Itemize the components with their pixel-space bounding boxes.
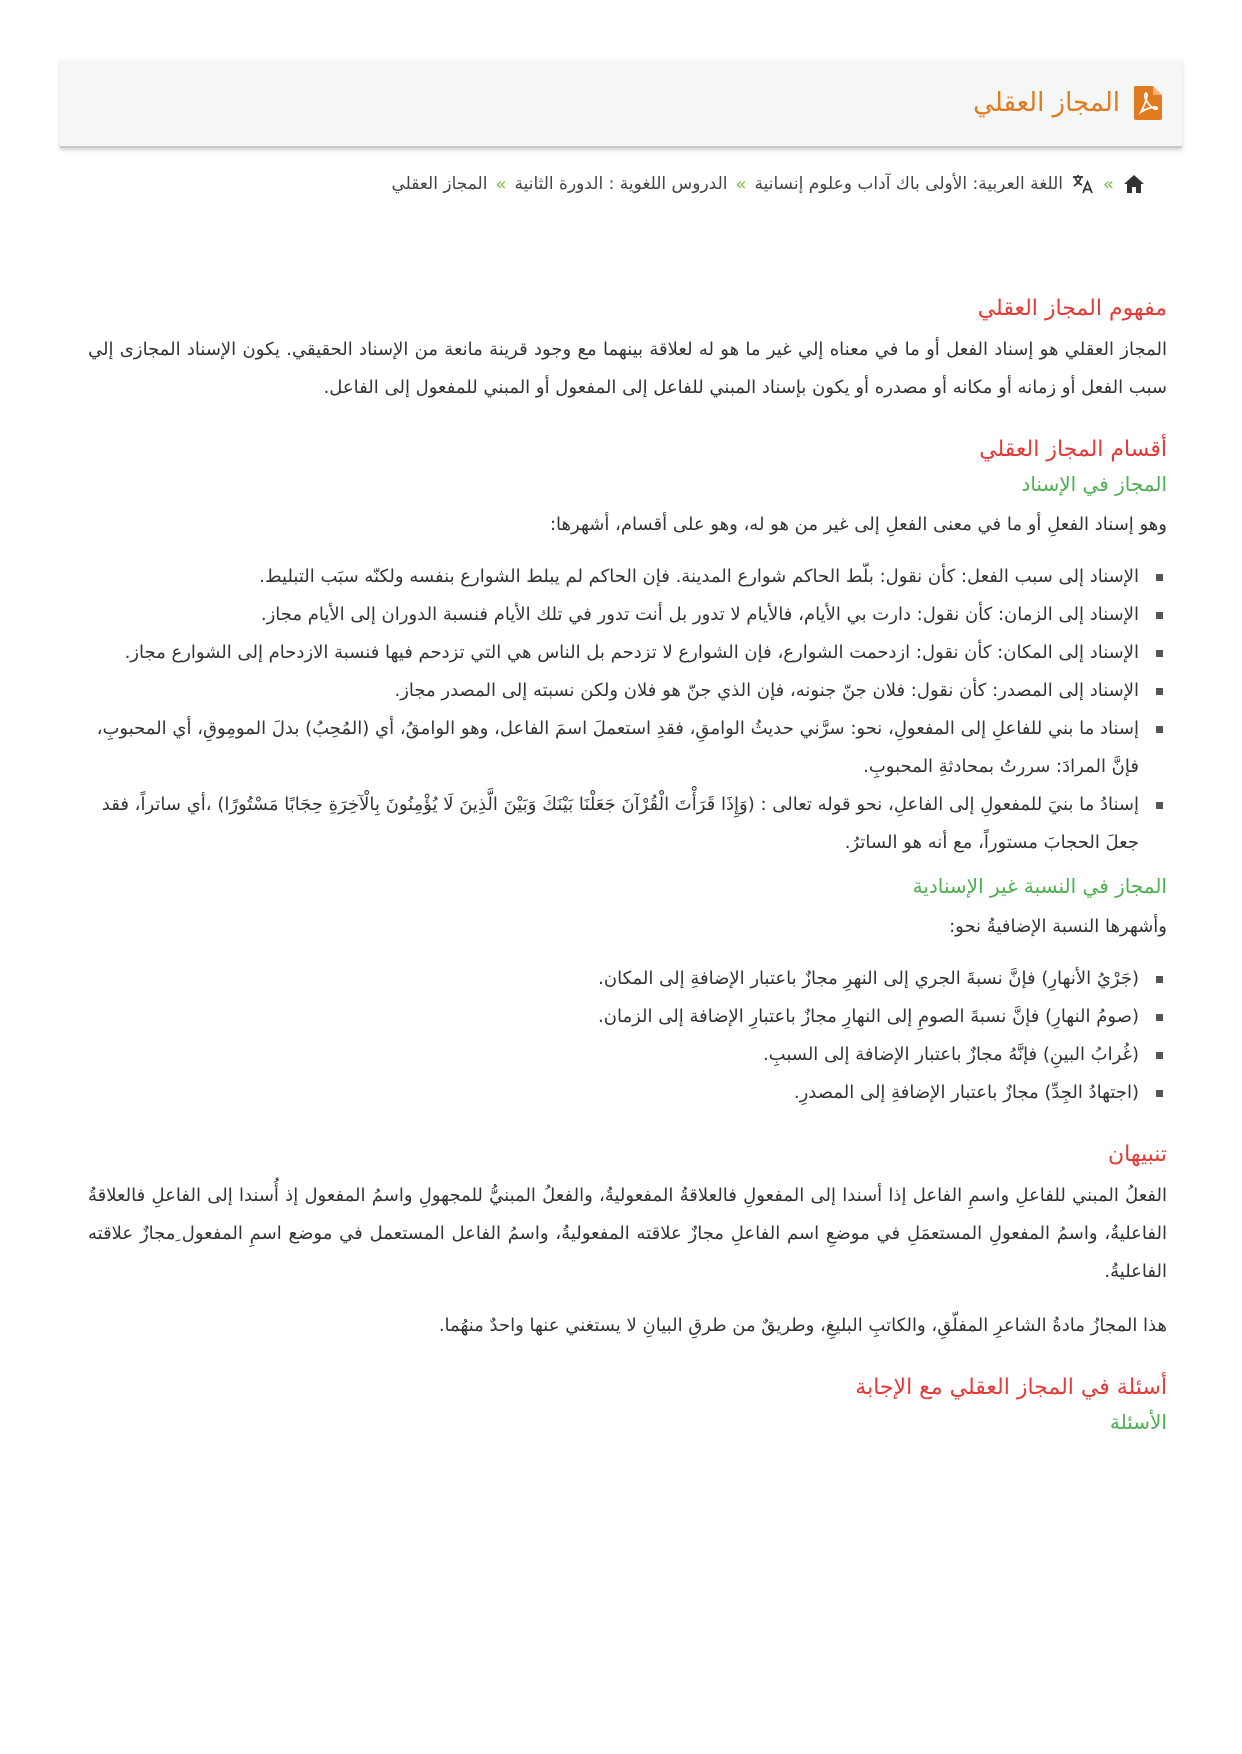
breadcrumb-link-subject[interactable]: اللغة العربية: الأولى باك آداب وعلوم إنسانية xyxy=(754,174,1063,194)
section-heading-notes: تنبيهان xyxy=(1107,1142,1167,1167)
page-title: المجاز العقلي xyxy=(973,88,1120,118)
section-heading-concept: مفهوم المجاز العقلي xyxy=(977,296,1167,321)
breadcrumb-separator: » xyxy=(735,173,747,195)
concept-paragraph: المجاز العقلي هو إسناد الفعل أو ما في معناه إلي غير ما هو له لعلاقة بينهما مع وجود قرينة مانعة من الإسناد الحقيقي. يكون الإسناد المجازى إلي سبب الفعل أو زمانه أو مكانه أو مصدره أو يكون بإسناد المبني للفاعل إلى المفعول أو المبني للمفعول إلى الفاعل. xyxy=(88,339,1167,398)
list-item: (جَرْيُ الأنهارِ) فإنَّ نسبةَ الجري إلى النهرِ مجازٌ باعتبار الإضافةِ إلى المكان. xyxy=(88,960,1139,998)
page-header xyxy=(60,60,1182,148)
subheading-attribution: المجاز في الإسناد xyxy=(1021,472,1167,496)
list-item: الإسناد إلى سبب الفعل: كأن نقول: بلّط الحاكم شوارع المدينة. فإن الحاكم لم يبلط الشوارع بنفسه ولكنّه سبَب التبليط. xyxy=(88,558,1139,596)
article-content xyxy=(88,296,1167,1444)
subheading-non-attribution: المجاز في النسبة غير الإسنادية xyxy=(912,874,1167,898)
list-item: إسناد ما بني للفاعلِ إلى المفعولِ، نحو: سرَّني حديثُ الوامقِ، فقدِ استعملَ اسمَ الفاعل، وهو الوامقُ، أي (المُحِبُ) بدلَ المومِوقِ، أي المحبوبِ، فإنَّ المرادَ: سررتُ بمحادثةِ المحبوبِ. xyxy=(88,710,1139,786)
list-item: إسنادُ ما بنيَ للمفعولِ إلى الفاعلِ، نحو قوله تعالى : (وَإِذَا قَرَأْتَ الْقُرْآنَ جَعَلْنَا بَيْنَكَ وَبَيْنَ الَّذِينَ لَا يُؤْمِنُونَ بِالْآخِرَةِ حِجَابًا مَسْتُورًا) ،أي ساتراً، فقد جعلَ الحجابَ مستوراً، مع أنه هو الساترُ. xyxy=(88,786,1139,862)
home-icon[interactable] xyxy=(1122,172,1146,196)
notes-paragraph-1: الفعلُ المبني للفاعلِ واسمِ الفاعل إذا أسندا إلى المفعولِ فالعلاقةُ المفعوليةُ، والفعلُ المبنيُّ للمجهولِ واسمُ المفعول إذ أُسندا إلى الفاعلِ فالعلاقةُ الفاعليةُ، واسمُ المفعولِ المستعمَلِ في موضعِ اسم الفاعلِ مجازٌ علاقته المفعوليةُ، واسمُ الفاعل المستعمل في موضع اسمِ المفعول ِمجازٌ علاقته الفاعليةُ. xyxy=(88,1185,1167,1282)
breadcrumb-link-lessons[interactable]: الدروس اللغوية : الدورة الثانية xyxy=(514,174,728,194)
pdf-icon[interactable] xyxy=(1134,86,1162,120)
list-item: (صومُ النهارِ) فإنَّ نسبةَ الصومِ إلى النهارِ مجازٌ باعتبارِ الإضافة إلى الزمان. xyxy=(88,998,1139,1036)
list-item: الإسناد إلى الزمان: كأن نقول: دارت بي الأيام، فالأيام لا تدور بل أنت تدور في تلك الأيام فنسبة الدوران إلى الأيام مجاز. xyxy=(88,596,1139,634)
breadcrumb xyxy=(60,168,1146,200)
translate-icon xyxy=(1071,172,1095,196)
section-heading-types: أقسام المجاز العقلي xyxy=(979,437,1167,462)
attribution-intro: وهو إسناد الفعلِ أو ما في معنى الفعلِ إلى غير من هو له، وهو على أقسام، أشهرها: xyxy=(549,514,1167,535)
attribution-list xyxy=(88,558,1167,862)
non-attribution-intro: وأشهرها النسبة الإضافيةُ نحو: xyxy=(949,916,1167,937)
subheading-questions: الأسئلة xyxy=(1109,1410,1167,1434)
notes-paragraph-2: هذا المجازُ مادةُ الشاعرِ المفلّقِ، والكاتبِ البليغِ، وطريقٌ من طرقِ البيانِ لا يستغني عنها واحدٌ منهُما. xyxy=(438,1315,1167,1336)
breadcrumb-separator: » xyxy=(495,173,507,195)
non-attribution-list xyxy=(88,960,1167,1112)
breadcrumb-current: المجاز العقلي xyxy=(391,174,488,194)
breadcrumb-separator: » xyxy=(1102,173,1114,195)
section-heading-questions: أسئلة في المجاز العقلي مع الإجابة xyxy=(855,1375,1167,1400)
list-item: الإسناد إلى المكان: كأن نقول: ازدحمت الشوارع، فإن الشوارع لا تزدحم بل الناس هي التي تزدحم فيها فنسبة الازدحام إلى الشوارع مجاز. xyxy=(88,634,1139,672)
list-item: (اجتهادُ الجِدِّ) مجازٌ باعتبار الإضافةِ إلى المصدرِ. xyxy=(88,1074,1139,1112)
list-item: (غُرابُ البينِ) فإنَّهُ مجازٌ باعتبار الإضافة إلى السببِ. xyxy=(88,1036,1139,1074)
list-item: الإسناد إلى المصدر: كأن نقول: فلان جنّ جنونه، فإن الذي جنّ هو فلان ولكن نسبته إلى المصدر مجاز. xyxy=(88,672,1139,710)
